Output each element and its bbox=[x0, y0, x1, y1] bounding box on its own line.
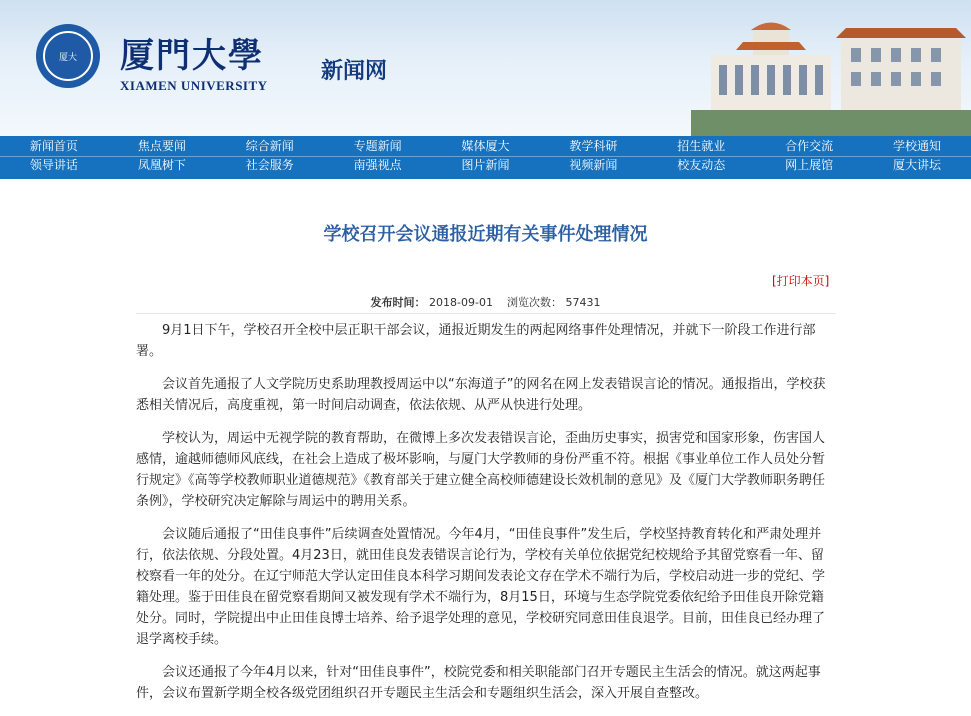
main-navigation bbox=[0, 136, 971, 179]
campus-buildings-illustration bbox=[691, 0, 971, 136]
meta-divider bbox=[136, 313, 836, 314]
nav-item[interactable]: 社会服务 bbox=[245, 158, 294, 172]
nav-item[interactable]: 校友动态 bbox=[677, 158, 726, 172]
article-paragraph: 学校认为，周运中无视学院的教育帮助，在微博上多次发表错误言论，歪曲历史事实，损害党和国家形象，伤害国人感情，逾越师德师风底线，在社会上造成了极坏影响，与厦门大学教师的身份严重不符。根据《事业单位工作人员处分暂行规定》《高等学校教师职业道德规范》《教育部关于建立健全高校师德建设长效机制的意见》及《厦门大学教师职务聘任条例》，学校研究决定解除与周运中的聘用关系。 bbox=[136, 431, 826, 509]
article-paragraph: 会议还通报了今年4月以来，针对“田佳良事件”，校院党委和相关职能部门召开专题民主生活会的情况。就这两起事件，会议布置新学期全校各级党团组织召开专题民主生活会和专题组织生活会，深入开展自查整改。 bbox=[136, 665, 821, 701]
nav-item[interactable]: 图片新闻 bbox=[461, 158, 510, 172]
nav-item[interactable]: 厦大讲坛 bbox=[893, 158, 942, 172]
nav-item[interactable]: 视频新闻 bbox=[569, 158, 618, 172]
article-body bbox=[136, 320, 836, 716]
views-label: 浏览次数： bbox=[506, 296, 562, 309]
nav-item[interactable]: 专题新闻 bbox=[353, 139, 402, 153]
nav-divider bbox=[0, 156, 971, 157]
nav-item[interactable]: 媒体厦大 bbox=[461, 139, 510, 153]
nav-item[interactable]: 凤凰树下 bbox=[137, 158, 186, 172]
site-name: 新闻网 bbox=[321, 59, 388, 84]
article-paragraph: 会议随后通报了“田佳良事件”后续调查处置情况。今年4月，“田佳良事件”发生后，学校坚持教育转化和严肃处理并行，依法依规、分段处置。4月23日，就田佳良发表错误言论行为，学校有关单位依据党纪校规给予其留党察看一年、留校察看一年的处分。在辽宁师范大学认定田佳良本科学习期间发表论文存在学术不端行为后，学校启动进一步的党纪、学籍处理。鉴于田佳良在留党察看期间又被发现有学术不端行为，8月15日，环境与生态学院党委依纪给予田佳良开除党籍处分。同时，学院提出中止田佳良博士培养、给予退学处理的意见，学校研究同意田佳良退学。目前，田佳良已经办理了退学离校手续。 bbox=[136, 527, 826, 647]
nav-item[interactable]: 教学科研 bbox=[569, 139, 618, 153]
article-paragraph: 9月1日下午，学校召开全校中层正职干部会议，通报近期发生的两起网络事件处理情况，并就下一阶段工作进行部署。 bbox=[136, 323, 816, 359]
article-title: 学校召开会议通报近期有关事件处理情况 bbox=[323, 224, 648, 245]
print-page-link[interactable]: [打印本页] bbox=[772, 274, 830, 288]
nav-item[interactable]: 学校通知 bbox=[893, 139, 942, 153]
nav-item[interactable]: 领导讲话 bbox=[29, 158, 78, 172]
university-name-en: XIAMEN UNIVERSITY bbox=[120, 78, 268, 93]
nav-item[interactable]: 南强视点 bbox=[353, 158, 402, 172]
nav-item[interactable]: 新闻首页 bbox=[29, 139, 78, 153]
views-count: 57431 bbox=[565, 296, 601, 309]
university-name-cn: 厦門大學 bbox=[120, 36, 264, 76]
header-banner bbox=[0, 0, 971, 136]
article-meta bbox=[0, 294, 971, 310]
university-seal-logo bbox=[36, 24, 100, 88]
nav-item[interactable]: 焦点要闻 bbox=[137, 139, 186, 153]
nav-item[interactable]: 综合新闻 bbox=[245, 139, 294, 153]
nav-item[interactable]: 招生就业 bbox=[677, 139, 726, 153]
seal-text: 厦大 bbox=[43, 31, 93, 81]
nav-item[interactable]: 合作交流 bbox=[785, 139, 834, 153]
publish-label: 发布时间： bbox=[370, 296, 426, 309]
publish-date: 2018-09-01 bbox=[429, 296, 493, 309]
article-paragraph: 会议首先通报了人文学院历史系助理教授周运中以“东海道子”的网名在网上发表错误言论的情况。通报指出，学校获悉相关情况后，高度重视，第一时间启动调查，依法依规、从严从快进行处理。 bbox=[136, 377, 826, 413]
nav-item[interactable]: 网上展馆 bbox=[785, 158, 834, 172]
